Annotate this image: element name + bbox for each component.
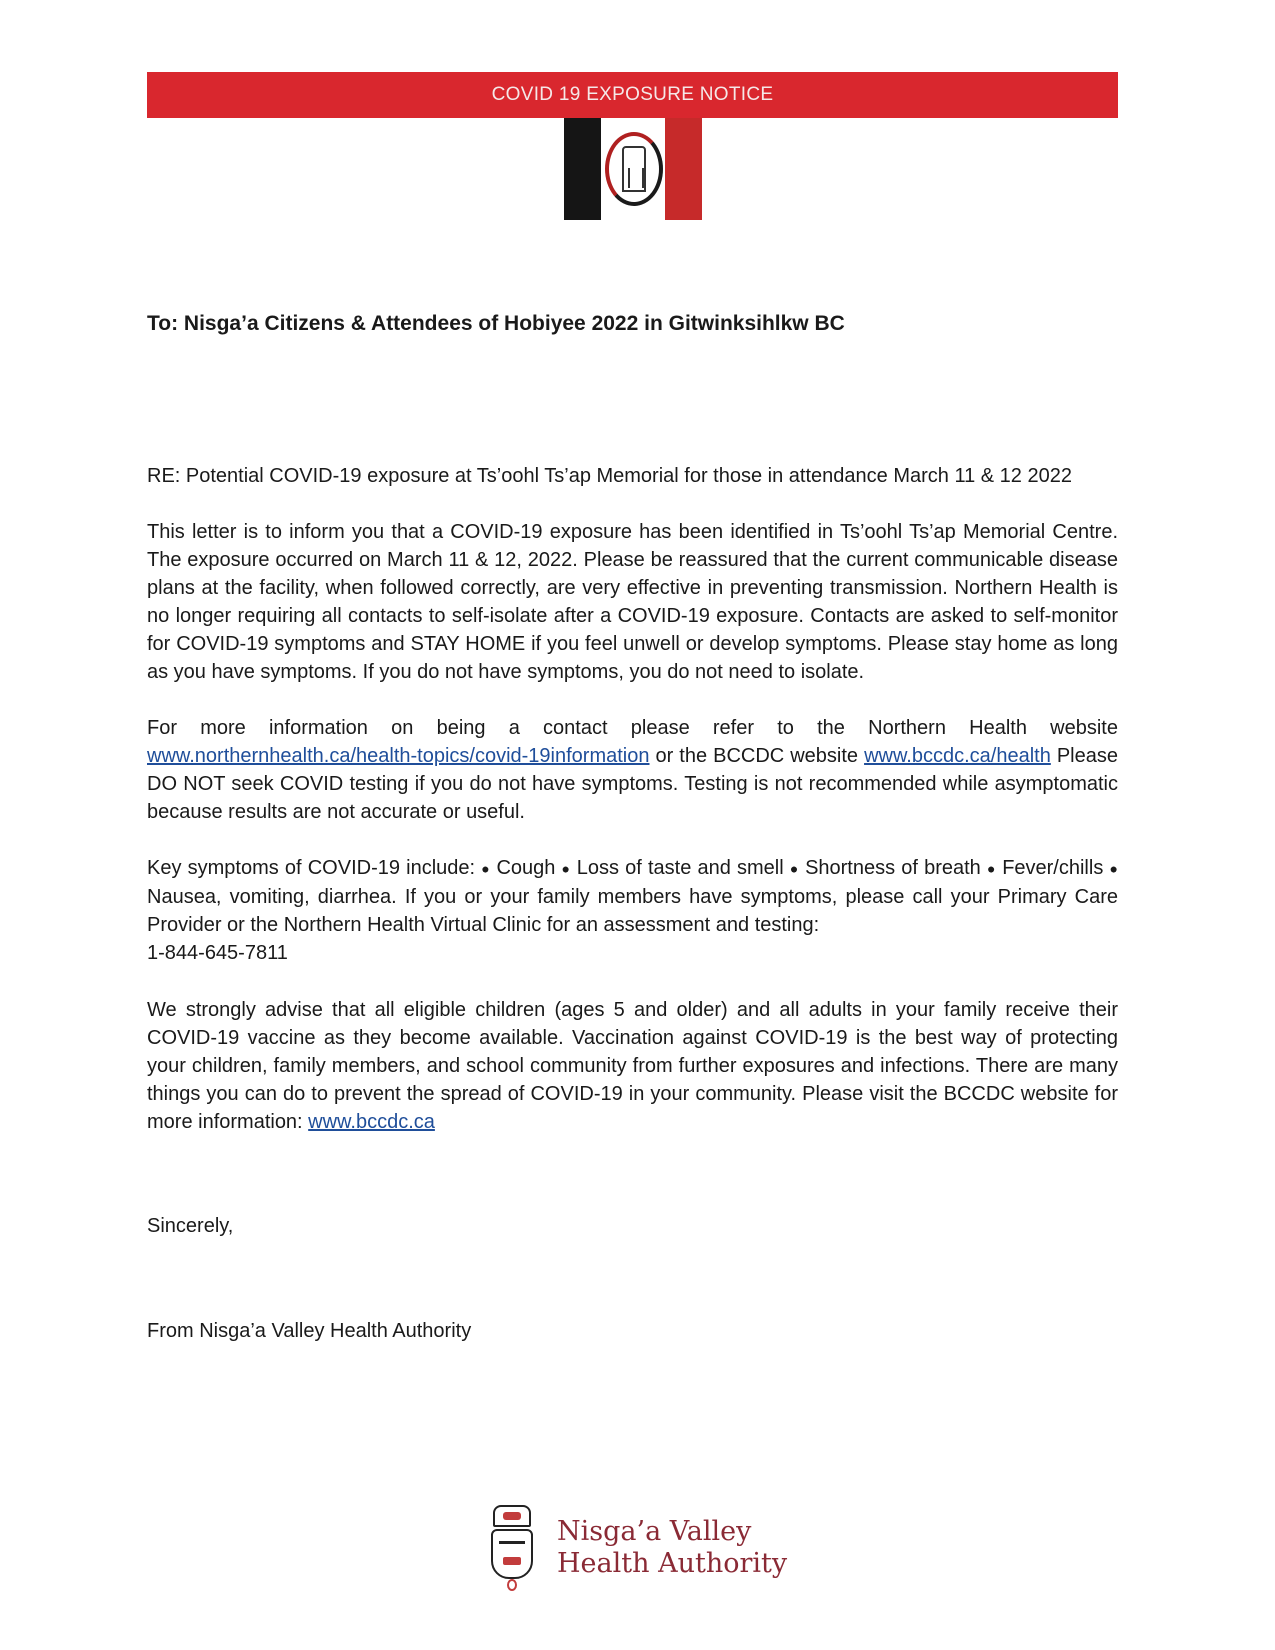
- totem-icon: [622, 146, 646, 192]
- nisgaa-mask-logo-icon: [485, 1505, 539, 1591]
- crest-red-bar: [665, 118, 702, 220]
- bullet-icon: ●: [986, 860, 997, 877]
- paragraph-exposure: [147, 518, 1118, 686]
- header-band: [147, 72, 1118, 118]
- bullet-icon: ●: [1109, 860, 1118, 877]
- paragraph-more-info: [147, 714, 1118, 826]
- org-name-line1: Nisga’a Valley: [557, 1516, 752, 1547]
- bccdc-health-link[interactable]: www.bccdc.ca/health: [864, 745, 1051, 767]
- symptom-item: Loss of taste and smell: [576, 857, 784, 879]
- signature: From Nisga’a Valley Health Authority: [147, 1320, 472, 1342]
- bullet-icon: ●: [481, 860, 491, 877]
- symptoms-intro: Key symptoms of COVID-19 include:: [147, 857, 482, 879]
- footer-logo: [485, 1505, 787, 1591]
- closing: Sincerely,: [147, 1215, 234, 1237]
- recipient-line: To: Nisga’a Citizens & Attendees of Hobiyee 2022 in Gitwinksihlkw BC: [147, 312, 845, 335]
- bccdc-link[interactable]: www.bccdc.ca: [308, 1111, 435, 1133]
- virtual-clinic-phone: 1-844-645-7811: [147, 941, 288, 964]
- paragraph-vaccination: [147, 996, 1118, 1136]
- northern-health-link[interactable]: www.northernhealth.ca/health-topics/covid-19information: [147, 745, 650, 767]
- more-info-middle: or the BCCDC website: [649, 745, 865, 767]
- org-name-line2: Health Authority: [557, 1548, 788, 1579]
- symptom-item: Shortness of breath: [805, 857, 981, 879]
- more-info-intro: For more information on being a contact please refer to the Northern Health website: [147, 717, 1118, 739]
- paragraph-exposure-text: This letter is to inform you that a COVID-19 exposure has been identified in Ts’oohl Ts’ap Memorial Centre. The exposure occurred on March 11 & 12, 2022. Please be reassured that the current communicable disease plans at the facility, when followed correctly, are very effective in preventing transmission. Northern Health is no longer requiring all contacts to self-isolate after a COVID-19 exposure. Contacts are asked to self-monitor for COVID-19 symptoms and STAY HOME if you feel unwell or develop symptoms. Please stay home as long as you have symptoms. If you do not have symptoms, you do not need to isolate.: [147, 521, 1118, 683]
- more-info-outro: Please DO NOT seek COVID testing if you do not have symptoms. Testing is not recommended while asymptomatic because results are not accurate or useful.: [147, 745, 1118, 823]
- org-name: [557, 1516, 787, 1580]
- bullet-icon: ●: [789, 860, 799, 877]
- subject-line: RE: Potential COVID-19 exposure at Ts’oohl Ts’ap Memorial for those in attendance March 11 & 12 2022: [147, 465, 1072, 487]
- crest-emblem-icon: [564, 118, 702, 220]
- symptoms-outro: If you or your family members have symptoms, please call your Primary Care Provider or the Northern Health Virtual Clinic for an assessment and testing:: [147, 885, 1119, 936]
- symptom-item: Nausea, vomiting, diarrhea.: [147, 885, 397, 908]
- crest-black-bar: [564, 118, 601, 220]
- symptom-item: Fever/chills: [1002, 857, 1104, 879]
- notice-title: COVID 19 EXPOSURE NOTICE: [491, 84, 774, 105]
- vaccination-text: We strongly advise that all eligible children (ages 5 and older) and all adults in your family receive their COVID-19 vaccine as they become available. Vaccination against COVID-19 is the best way of protecting your children, family members, and school community from further exposures and infections. There are many things you can do to prevent the spread of COVID-19 in your community. Please visit the BCCDC website for more information:: [147, 999, 1118, 1133]
- paragraph-symptoms: [147, 854, 1118, 967]
- crest-seal-icon: [605, 132, 663, 206]
- bullet-icon: ●: [561, 860, 571, 877]
- symptom-item: Cough: [496, 857, 556, 879]
